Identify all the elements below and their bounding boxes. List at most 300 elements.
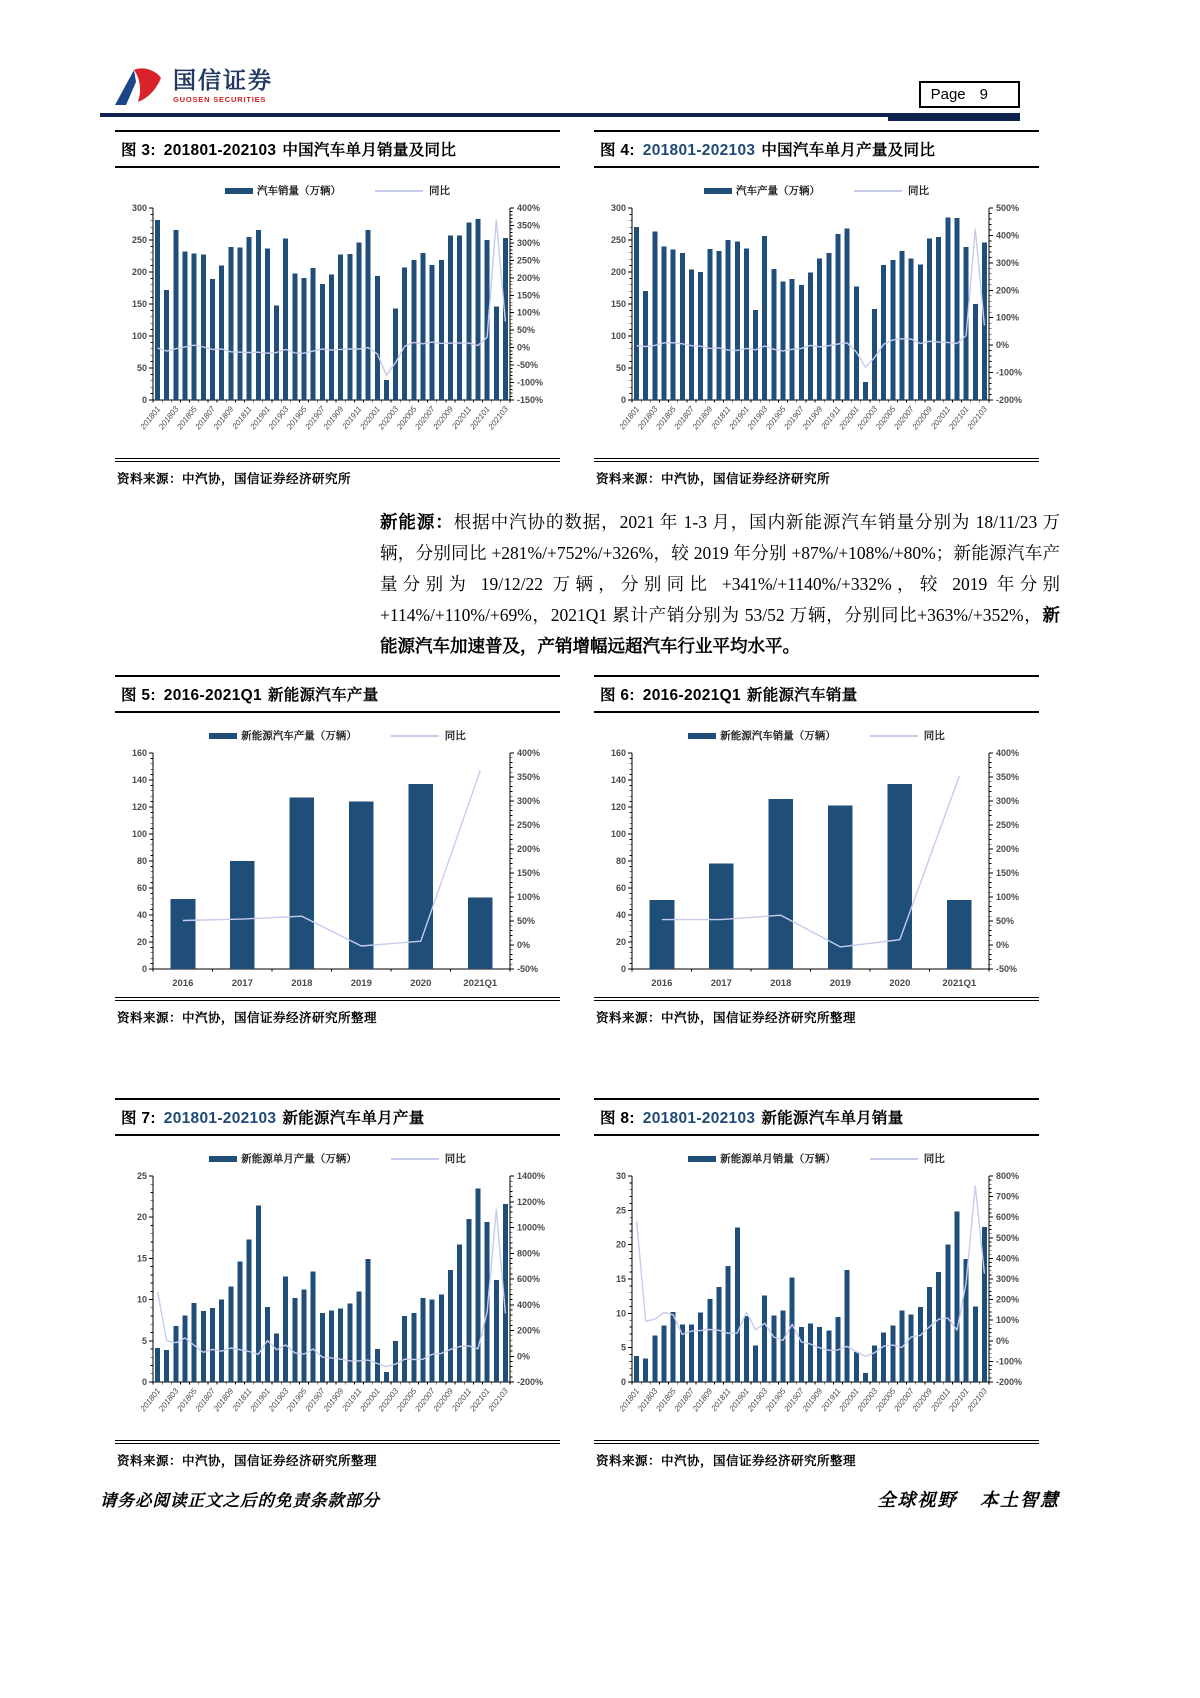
svg-text:350%: 350% — [517, 772, 541, 782]
legend-line-label: 同比 — [444, 1153, 466, 1165]
chart-grid-row-2 — [115, 675, 1200, 1026]
page-box-underline — [888, 117, 1020, 121]
svg-text:200%: 200% — [996, 844, 1020, 854]
svg-text:-100%: -100% — [517, 377, 544, 388]
guosen-logo-icon — [112, 64, 164, 108]
svg-text:2018: 2018 — [770, 978, 792, 989]
svg-text:40: 40 — [136, 910, 147, 920]
svg-text:201909: 201909 — [321, 404, 346, 432]
svg-text:15: 15 — [136, 1253, 147, 1264]
svg-text:100%: 100% — [996, 892, 1020, 902]
svg-text:300%: 300% — [996, 257, 1020, 268]
svg-text:201903: 201903 — [745, 404, 770, 432]
svg-text:201901: 201901 — [248, 1386, 272, 1414]
svg-text:201805: 201805 — [175, 404, 199, 432]
legend-bar-swatch — [225, 188, 253, 194]
svg-text:202003: 202003 — [855, 1386, 880, 1414]
chart-block-fig5 — [115, 675, 560, 1026]
chart-title-text: 新能源汽车产量 — [267, 687, 379, 704]
chart-title-range: 2016-2021Q1 — [163, 687, 262, 704]
svg-text:2017: 2017 — [710, 978, 732, 989]
svg-text:500%: 500% — [996, 203, 1020, 213]
svg-text:202009: 202009 — [910, 404, 935, 432]
svg-text:250%: 250% — [996, 820, 1020, 830]
svg-text:202101: 202101 — [468, 404, 492, 432]
svg-text:0: 0 — [141, 1377, 147, 1387]
svg-text:250%: 250% — [517, 820, 541, 830]
chart-legend — [115, 1151, 560, 1166]
chart-title — [594, 675, 1039, 713]
svg-text:201911: 201911 — [340, 404, 364, 431]
yoy-line — [662, 776, 960, 947]
svg-text:201907: 201907 — [303, 1386, 327, 1414]
chart-title-range: 201801-202103 — [642, 1110, 756, 1127]
svg-text:-50%: -50% — [517, 360, 539, 371]
svg-text:202011: 202011 — [929, 404, 953, 431]
chart-title-text: 中国汽车单月销量及同比 — [282, 142, 457, 159]
x-axis-labels — [138, 1386, 510, 1414]
svg-text:-200%: -200% — [517, 1377, 544, 1387]
svg-text:20: 20 — [136, 937, 147, 947]
svg-text:2016: 2016 — [651, 978, 673, 989]
svg-text:202011: 202011 — [450, 404, 474, 431]
report-footer — [100, 1486, 1060, 1512]
svg-text:201803: 201803 — [156, 404, 181, 432]
bars-series — [170, 784, 492, 969]
svg-text:-50%: -50% — [517, 964, 539, 974]
svg-text:160: 160 — [131, 748, 147, 758]
legend-line-label: 同比 — [908, 185, 929, 197]
svg-text:400%: 400% — [996, 230, 1020, 241]
svg-text:201905: 201905 — [764, 404, 788, 432]
svg-text:201809: 201809 — [211, 1386, 236, 1414]
svg-text:100%: 100% — [996, 312, 1020, 323]
x-axis-labels — [138, 404, 510, 432]
svg-text:100: 100 — [131, 331, 147, 341]
svg-text:201807: 201807 — [193, 1386, 218, 1414]
svg-text:1000%: 1000% — [517, 1222, 546, 1233]
legend-bar-swatch — [704, 188, 732, 194]
svg-text:2019: 2019 — [829, 978, 851, 989]
yoy-line — [183, 770, 481, 946]
legend-line-swatch — [854, 190, 902, 192]
legend-bar-swatch — [688, 733, 716, 739]
paragraph-tail: 新能源汽车加速普及，产销增幅远超汽车行业平均水平。 — [380, 605, 1060, 656]
svg-text:201903: 201903 — [266, 404, 291, 432]
bars-series — [155, 1188, 508, 1382]
logo-text-en: GUOSEN SECURITIES — [173, 94, 267, 104]
bars-series — [155, 219, 508, 400]
svg-text:2020: 2020 — [889, 978, 911, 989]
chart-canvas — [594, 1166, 1039, 1438]
svg-text:201809: 201809 — [690, 404, 715, 432]
legend-line-swatch — [391, 1158, 439, 1160]
svg-text:202005: 202005 — [394, 1386, 419, 1414]
svg-text:200%: 200% — [517, 272, 541, 283]
chart-canvas — [115, 743, 560, 995]
svg-text:201911: 201911 — [819, 1386, 843, 1413]
svg-text:201801: 201801 — [138, 1386, 163, 1414]
svg-text:201903: 201903 — [266, 1386, 291, 1414]
chart-axes — [628, 753, 993, 972]
svg-text:600%: 600% — [996, 1212, 1020, 1223]
svg-text:201907: 201907 — [782, 1386, 806, 1414]
chart-canvas — [594, 743, 1039, 995]
svg-text:0: 0 — [620, 964, 626, 974]
chart-title-range: 201801-202103 — [163, 142, 277, 159]
chart-title-range: 201801-202103 — [163, 1110, 277, 1127]
svg-text:202009: 202009 — [910, 1386, 935, 1414]
svg-text:201905: 201905 — [764, 1386, 788, 1414]
svg-text:0%: 0% — [996, 940, 1010, 950]
chart-legend — [594, 1151, 1039, 1166]
chart-axes — [149, 753, 514, 972]
svg-text:201811: 201811 — [709, 404, 733, 431]
svg-text:201811: 201811 — [230, 1386, 254, 1413]
svg-text:50%: 50% — [517, 916, 536, 926]
paragraph-body: 根据中汽协的数据，2021 年 1-3 月，国内新能源汽车销量分别为 18/11/23 万辆，分别同比 +281%/+752%/+326%，较 2019 年分别 +87%/+108%/+80%；新能源汽车产量分别为 19/12/22 万辆，分别同比 +341%/+1140%/+332%，较 2019 年分别+114%/+110%/+69%，2021Q1 累计产销分别为 53/52 万辆，分别同比+363%/+352%， — [380, 512, 1061, 625]
svg-text:20: 20 — [136, 1212, 147, 1223]
svg-text:201911: 201911 — [819, 404, 843, 431]
page-number-box — [919, 81, 1020, 108]
svg-text:150%: 150% — [517, 868, 541, 878]
legend-bar-label: 新能源汽车产量（万辆） — [241, 730, 357, 742]
footer-slogan: 全球视野 本土智慧 — [877, 1490, 1060, 1510]
svg-text:201809: 201809 — [690, 1386, 715, 1414]
svg-text:202103: 202103 — [965, 404, 989, 432]
svg-text:800%: 800% — [996, 1171, 1020, 1181]
svg-text:100%: 100% — [996, 1315, 1020, 1326]
legend-line-swatch — [870, 1158, 918, 1160]
logo-text-block — [173, 66, 273, 104]
svg-text:202009: 202009 — [431, 1386, 456, 1414]
paragraph-lead: 新能源： — [380, 512, 454, 532]
svg-text:700%: 700% — [996, 1191, 1020, 1202]
legend-bar-swatch — [209, 1156, 237, 1162]
chart-title — [115, 130, 560, 168]
svg-text:25: 25 — [615, 1205, 626, 1216]
svg-text:200%: 200% — [517, 1325, 541, 1336]
svg-text:201805: 201805 — [654, 404, 678, 432]
legend-line-label: 同比 — [923, 730, 945, 742]
chart-legend — [115, 728, 560, 743]
svg-text:2021Q1: 2021Q1 — [463, 978, 498, 989]
svg-text:-200%: -200% — [996, 395, 1023, 405]
svg-text:2016: 2016 — [172, 978, 194, 989]
svg-text:250%: 250% — [517, 255, 541, 266]
legend-bar-label: 新能源单月产量（万辆） — [241, 1153, 357, 1165]
svg-text:201805: 201805 — [175, 1386, 199, 1414]
svg-text:0: 0 — [620, 1377, 626, 1387]
svg-text:80: 80 — [615, 856, 626, 866]
x-axis-labels — [617, 404, 989, 432]
svg-text:201901: 201901 — [727, 1386, 751, 1414]
svg-text:201909: 201909 — [800, 404, 825, 432]
svg-text:-50%: -50% — [996, 964, 1018, 974]
svg-text:201901: 201901 — [727, 404, 751, 432]
svg-text:202005: 202005 — [873, 404, 898, 432]
svg-text:60: 60 — [136, 883, 147, 893]
chart-title-text: 新能源汽车单月销量 — [761, 1110, 904, 1127]
svg-text:201809: 201809 — [211, 404, 236, 432]
svg-text:400%: 400% — [996, 748, 1020, 758]
chart-title-text: 新能源汽车销量 — [746, 687, 858, 704]
svg-text:100: 100 — [610, 331, 626, 341]
svg-text:202007: 202007 — [413, 404, 437, 432]
svg-text:202101: 202101 — [947, 404, 971, 432]
svg-text:-100%: -100% — [996, 367, 1023, 378]
svg-text:100%: 100% — [517, 307, 541, 318]
svg-text:300%: 300% — [996, 796, 1020, 806]
svg-text:202011: 202011 — [929, 1386, 953, 1413]
x-axis-labels — [172, 978, 498, 989]
svg-text:202003: 202003 — [376, 404, 401, 432]
svg-text:201901: 201901 — [248, 404, 272, 432]
svg-text:50: 50 — [615, 363, 626, 373]
chart-source: 资料来源：中汽协，国信证券经济研究所 — [596, 472, 831, 486]
svg-text:500%: 500% — [996, 1232, 1020, 1243]
svg-text:600%: 600% — [517, 1274, 541, 1284]
svg-text:201803: 201803 — [156, 1386, 181, 1414]
svg-text:0%: 0% — [517, 940, 531, 950]
svg-text:202001: 202001 — [837, 1386, 861, 1414]
svg-text:150%: 150% — [517, 290, 541, 301]
svg-text:100%: 100% — [517, 892, 541, 902]
chart-grid-row-1 — [115, 130, 1200, 487]
svg-text:25: 25 — [136, 1171, 147, 1181]
legend-bar-label: 新能源单月销量（万辆） — [720, 1153, 836, 1165]
legend-line-swatch — [375, 190, 423, 192]
svg-text:800%: 800% — [517, 1248, 541, 1259]
legend-bar-swatch — [688, 1156, 716, 1162]
legend-bar-label: 新能源汽车销量（万辆） — [720, 730, 836, 742]
chart-source: 资料来源：中汽协，国信证券经济研究所整理 — [117, 1011, 378, 1025]
chart-canvas — [594, 198, 1039, 456]
chart-canvas — [115, 198, 560, 456]
svg-text:201803: 201803 — [635, 404, 660, 432]
legend-bar-swatch — [209, 733, 237, 739]
svg-text:2019: 2019 — [350, 978, 372, 989]
bars-series — [634, 218, 987, 400]
svg-text:20: 20 — [615, 937, 626, 947]
report-header — [0, 0, 1200, 108]
svg-text:200: 200 — [610, 267, 626, 277]
svg-text:50%: 50% — [517, 325, 536, 336]
chart-title-text: 中国汽车单月产量及同比 — [761, 142, 936, 159]
svg-text:202103: 202103 — [486, 1386, 510, 1414]
svg-text:80: 80 — [136, 856, 147, 866]
page-label: Page — [930, 86, 966, 103]
svg-text:202003: 202003 — [855, 404, 880, 432]
svg-text:120: 120 — [610, 802, 626, 812]
legend-bar-label: 汽车销量（万辆） — [257, 185, 341, 197]
svg-text:350%: 350% — [996, 772, 1020, 782]
svg-text:0%: 0% — [517, 342, 531, 353]
page-number: 9 — [979, 86, 988, 103]
svg-text:160: 160 — [610, 748, 626, 758]
svg-text:200%: 200% — [517, 844, 541, 854]
chart-source: 资料来源：中汽协，国信证券经济研究所整理 — [596, 1454, 857, 1468]
body-paragraph — [380, 507, 1060, 662]
svg-text:-100%: -100% — [996, 1356, 1023, 1367]
svg-text:300: 300 — [610, 203, 626, 213]
chart-block-fig8 — [594, 1098, 1039, 1469]
svg-text:50%: 50% — [996, 916, 1015, 926]
svg-text:200%: 200% — [996, 285, 1020, 296]
svg-text:60: 60 — [615, 883, 626, 893]
svg-text:201811: 201811 — [230, 404, 254, 431]
svg-text:201801: 201801 — [617, 404, 642, 432]
svg-text:202001: 202001 — [837, 404, 861, 432]
svg-text:1400%: 1400% — [517, 1171, 546, 1181]
guosen-logo — [112, 64, 273, 108]
chart-title-fig-label: 图 7: — [121, 1110, 156, 1127]
legend-line-swatch — [391, 735, 439, 737]
chart-legend — [115, 183, 560, 198]
chart-block-fig7 — [115, 1098, 560, 1469]
x-axis-labels — [651, 978, 977, 989]
legend-bar-label: 汽车产量（万辆） — [736, 185, 820, 197]
chart-source: 资料来源：中汽协，国信证券经济研究所 — [117, 472, 352, 486]
chart-source: 资料来源：中汽协，国信证券经济研究所整理 — [596, 1011, 857, 1025]
svg-text:120: 120 — [131, 802, 147, 812]
svg-text:202007: 202007 — [413, 1386, 437, 1414]
chart-source: 资料来源：中汽协，国信证券经济研究所整理 — [117, 1454, 378, 1468]
svg-text:400%: 400% — [517, 203, 541, 213]
svg-text:0: 0 — [141, 964, 147, 974]
svg-text:-150%: -150% — [517, 395, 544, 405]
svg-text:200%: 200% — [996, 1294, 1020, 1305]
svg-text:1200%: 1200% — [517, 1196, 546, 1207]
svg-text:201801: 201801 — [617, 1386, 642, 1414]
logo-text-cn: 国信证券 — [173, 66, 273, 93]
chart-title-fig-label: 图 3: — [121, 142, 156, 159]
chart-legend — [594, 183, 1039, 198]
svg-text:250: 250 — [610, 235, 626, 245]
svg-text:20: 20 — [615, 1239, 626, 1250]
svg-text:150: 150 — [610, 299, 626, 309]
svg-text:250: 250 — [131, 235, 147, 245]
svg-text:202001: 202001 — [358, 1386, 382, 1414]
svg-text:150: 150 — [131, 299, 147, 309]
svg-text:300%: 300% — [517, 796, 541, 806]
svg-text:201911: 201911 — [340, 1386, 364, 1413]
svg-text:50: 50 — [136, 363, 147, 373]
svg-text:150%: 150% — [996, 868, 1020, 878]
legend-line-swatch — [870, 735, 918, 737]
svg-text:200: 200 — [131, 267, 147, 277]
svg-text:201905: 201905 — [285, 1386, 309, 1414]
header-rule — [100, 113, 1020, 117]
svg-text:202005: 202005 — [873, 1386, 898, 1414]
chart-title-fig-label: 图 6: — [600, 687, 635, 704]
svg-text:202005: 202005 — [394, 404, 419, 432]
legend-line-label: 同比 — [923, 1153, 945, 1165]
svg-text:201909: 201909 — [321, 1386, 346, 1414]
svg-text:202007: 202007 — [892, 404, 916, 432]
svg-text:0: 0 — [620, 395, 626, 405]
chart-block-fig6 — [594, 675, 1039, 1026]
svg-text:201811: 201811 — [709, 1386, 733, 1413]
chart-legend — [594, 728, 1039, 743]
svg-text:201807: 201807 — [193, 404, 218, 432]
chart-title — [115, 1098, 560, 1136]
chart-block-fig3 — [115, 130, 560, 487]
chart-title-text: 新能源汽车单月产量 — [282, 1110, 425, 1127]
svg-text:202101: 202101 — [947, 1386, 971, 1414]
svg-text:30: 30 — [615, 1171, 626, 1181]
legend-line-label: 同比 — [444, 730, 466, 742]
svg-text:202009: 202009 — [431, 404, 456, 432]
svg-text:201907: 201907 — [303, 404, 327, 432]
svg-text:202007: 202007 — [892, 1386, 916, 1414]
svg-text:0%: 0% — [996, 1335, 1010, 1346]
svg-text:201903: 201903 — [745, 1386, 770, 1414]
chart-title-fig-label: 图 5: — [121, 687, 156, 704]
chart-block-fig4 — [594, 130, 1039, 487]
svg-text:300%: 300% — [996, 1274, 1020, 1284]
chart-title — [594, 130, 1039, 168]
svg-text:140: 140 — [131, 775, 147, 785]
svg-text:300%: 300% — [517, 237, 541, 248]
chart-grid-row-3 — [115, 1098, 1200, 1469]
chart-title-fig-label: 图 4: — [600, 142, 635, 159]
svg-text:202011: 202011 — [450, 1386, 474, 1413]
chart-title — [115, 675, 560, 713]
chart-canvas — [115, 1166, 560, 1438]
svg-text:400%: 400% — [996, 1253, 1020, 1264]
svg-text:350%: 350% — [517, 220, 541, 231]
svg-text:400%: 400% — [517, 1299, 541, 1310]
svg-text:2020: 2020 — [410, 978, 432, 989]
svg-text:5: 5 — [141, 1335, 147, 1346]
chart-title — [594, 1098, 1039, 1136]
svg-text:15: 15 — [615, 1274, 626, 1284]
chart-title-range: 201801-202103 — [642, 142, 756, 159]
svg-text:0%: 0% — [517, 1351, 531, 1362]
svg-text:201807: 201807 — [672, 1386, 697, 1414]
svg-text:202003: 202003 — [376, 1386, 401, 1414]
svg-text:201807: 201807 — [672, 404, 697, 432]
svg-text:201801: 201801 — [138, 404, 163, 432]
svg-text:400%: 400% — [517, 748, 541, 758]
footer-disclaimer: 请务必阅读正文之后的免责条款部分 — [100, 1491, 380, 1510]
legend-line-label: 同比 — [429, 185, 450, 197]
bars-series — [634, 1212, 987, 1382]
svg-text:201803: 201803 — [635, 1386, 660, 1414]
svg-text:-200%: -200% — [996, 1377, 1023, 1387]
svg-text:100: 100 — [131, 829, 147, 839]
svg-text:2017: 2017 — [231, 978, 253, 989]
svg-text:0: 0 — [141, 395, 147, 405]
svg-text:10: 10 — [615, 1308, 626, 1319]
chart-title-fig-label: 图 8: — [600, 1110, 635, 1127]
svg-text:40: 40 — [615, 910, 626, 920]
svg-text:201805: 201805 — [654, 1386, 678, 1414]
svg-text:10: 10 — [136, 1294, 147, 1305]
svg-text:201907: 201907 — [782, 404, 806, 432]
svg-text:300: 300 — [131, 203, 147, 213]
svg-text:201909: 201909 — [800, 1386, 825, 1414]
svg-text:140: 140 — [610, 775, 626, 785]
svg-text:2018: 2018 — [291, 978, 313, 989]
svg-text:5: 5 — [620, 1342, 626, 1353]
x-axis-labels — [617, 1386, 989, 1414]
svg-text:0%: 0% — [996, 340, 1010, 351]
svg-text:202103: 202103 — [965, 1386, 989, 1414]
svg-text:100: 100 — [610, 829, 626, 839]
svg-text:202001: 202001 — [358, 404, 382, 432]
